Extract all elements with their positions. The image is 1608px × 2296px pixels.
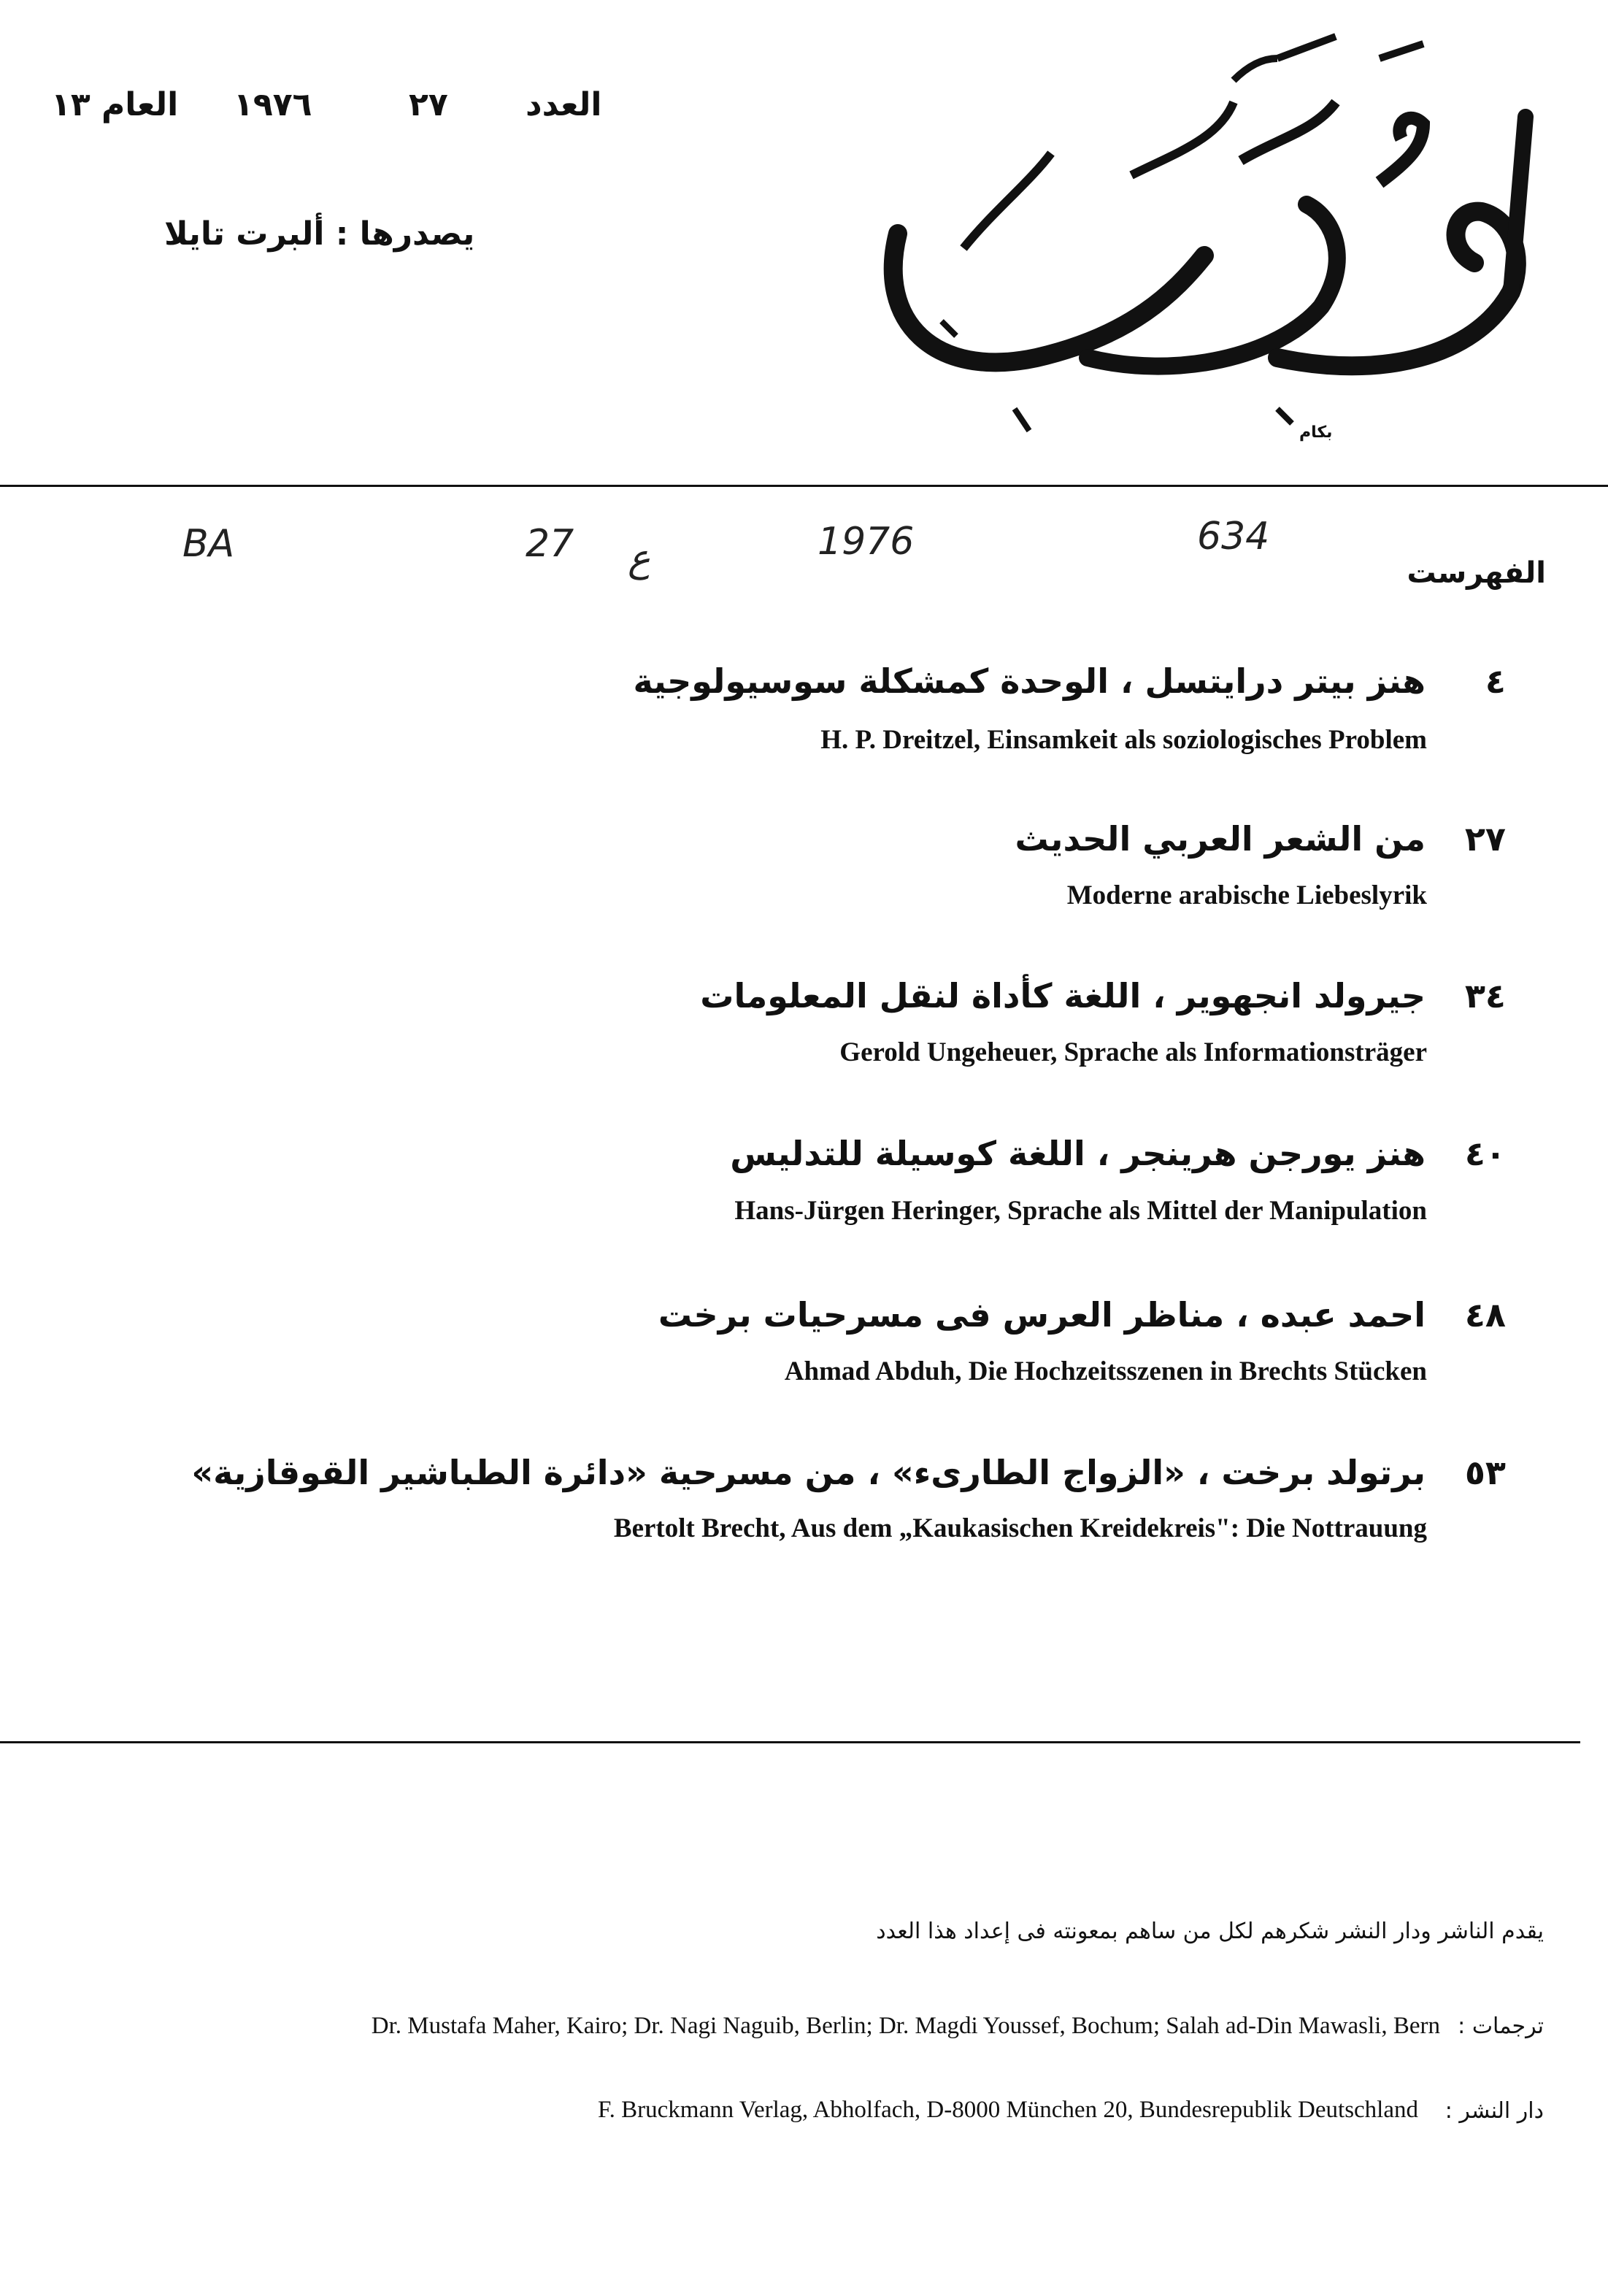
entry-page: ٢٧	[1464, 819, 1506, 859]
toc-heading: الفهرست	[1407, 556, 1546, 590]
entry-page: ٤	[1485, 661, 1506, 701]
volume-label: العام ١٣	[51, 86, 179, 123]
entry-german-title: H. P. Dreitzel, Einsamkeit als soziologisches Problem	[820, 725, 1427, 755]
entry-arabic-title: من الشعر العربي الحديث	[1015, 819, 1426, 859]
translations-label: ترجمات :	[1458, 2013, 1544, 2039]
entry-german-title: Bertolt Brecht, Aus dem „Kaukasischen Kreidekreis": Die Nottrauung	[613, 1513, 1427, 1543]
entry-page: ٣٤	[1464, 976, 1506, 1015]
top-divider	[0, 485, 1608, 487]
entry-german-title: Ahmad Abduh, Die Hochzeitsszenen in Brechts Stücken	[784, 1356, 1427, 1386]
handwritten-note: BA	[182, 522, 235, 566]
issue-label: العدد	[526, 86, 602, 123]
publisher-line: يصدرها : ألبرت تايلا	[164, 215, 475, 253]
publisher-address: F. Bruckmann Verlag, Abholfach, D-8000 München 20, Bundesrepublik Deutschland	[597, 2097, 1418, 2123]
handwritten-note: 634	[1197, 515, 1270, 558]
issue-number: ٢٧	[409, 86, 448, 123]
issue-year: ١٩٧٦	[234, 86, 312, 123]
logo-signature: بكام	[1299, 423, 1333, 442]
handwritten-note: ع	[628, 537, 651, 580]
entry-arabic-title: هنز بيتر درايتسل ، الوحدة كمشكلة سوسيولوجية	[633, 661, 1426, 701]
publisher-label: دار النشر :	[1444, 2098, 1544, 2124]
magazine-logo	[869, 15, 1555, 467]
entry-page: ٤٨	[1464, 1295, 1506, 1335]
translations-credits: Dr. Mustafa Maher, Kairo; Dr. Nagi Naguib, Berlin; Dr. Magdi Youssef, Bochum; Salah ad-Din Mawasli, Bern	[371, 2013, 1440, 2039]
bottom-divider	[0, 1741, 1580, 1743]
handwritten-note: 27	[526, 522, 574, 566]
entry-arabic-title: هنز يورجن هرينجر ، اللغة كوسيلة للتدليس	[730, 1134, 1426, 1173]
entry-arabic-title: برتولد برخت ، «الزواج الطارىء» ، من مسرحية «دائرة الطباشير القوقازية»	[191, 1453, 1426, 1492]
handwritten-note: 1976	[818, 520, 915, 564]
entry-arabic-title: جيرولد انجهوير ، اللغة كأداة لنقل المعلومات	[700, 976, 1426, 1015]
acknowledgement: يقدم الناشر ودار النشر شكرهم لكل من ساهم بمعونته فى إعداد هذا العدد	[876, 1919, 1544, 1944]
entry-page: ٤٠	[1464, 1134, 1506, 1173]
entry-german-title: Gerold Ungeheuer, Sprache als Informationsträger	[839, 1037, 1427, 1067]
calligraphy-logo-icon	[869, 15, 1555, 467]
entry-german-title: Moderne arabische Liebeslyrik	[1066, 880, 1427, 910]
entry-page: ٥٣	[1464, 1453, 1506, 1492]
entry-german-title: Hans-Jürgen Heringer, Sprache als Mittel der Manipulation	[734, 1196, 1427, 1226]
entry-arabic-title: احمد عبده ، مناظر العرس فى مسرحيات برخت	[658, 1295, 1426, 1335]
